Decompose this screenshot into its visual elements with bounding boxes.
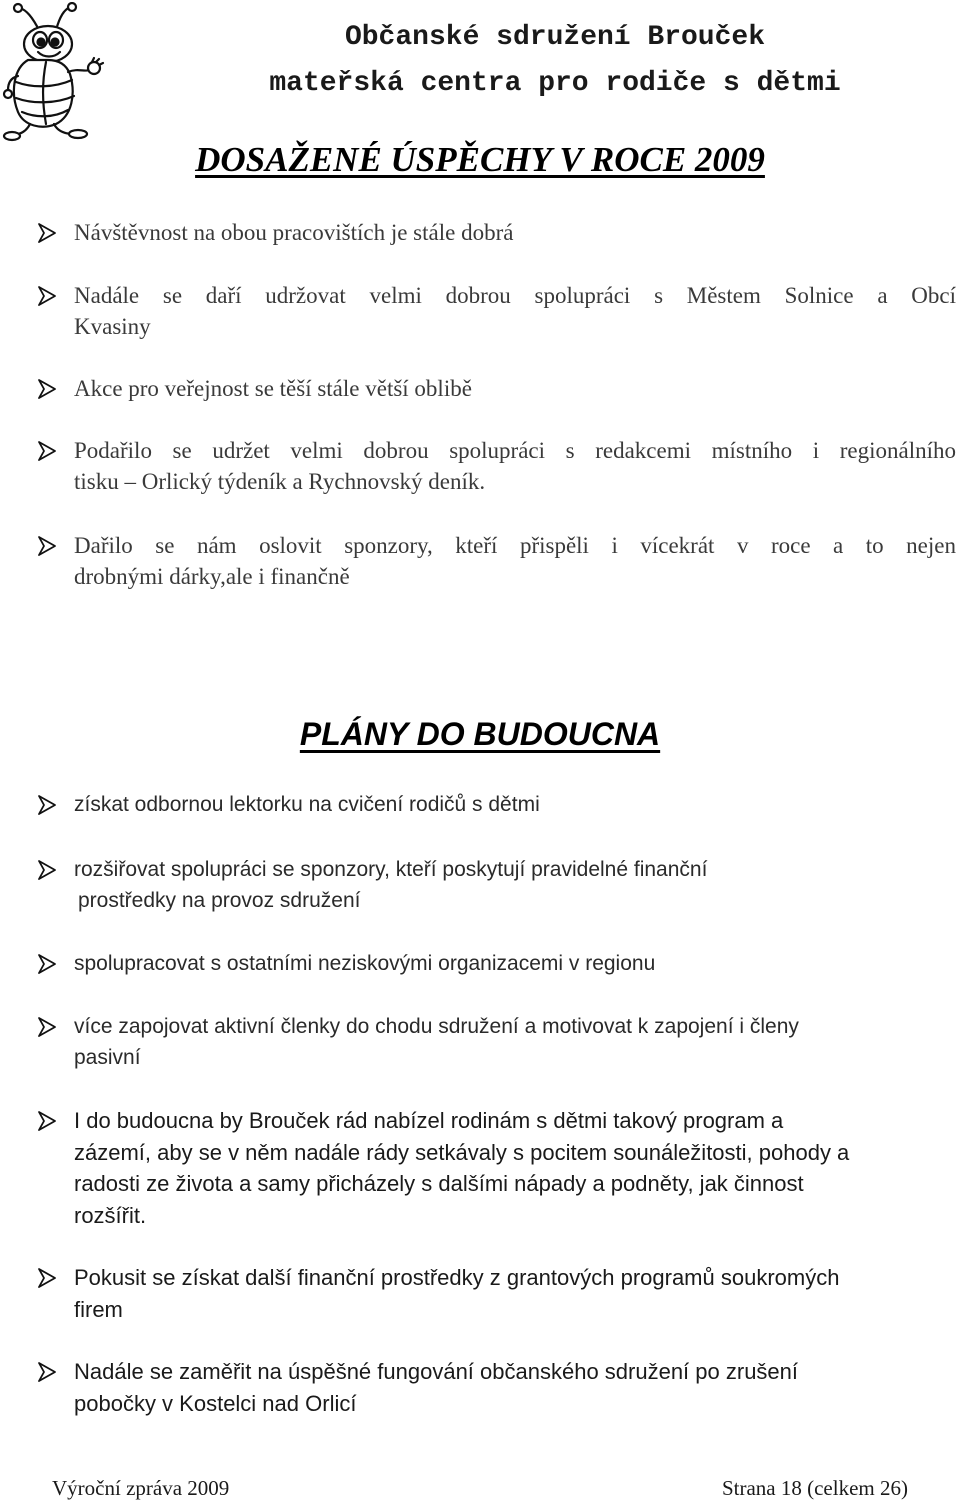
arrow-bullet-icon — [36, 440, 58, 462]
plans-title: PLÁNY DO BUDOUCNA — [299, 716, 661, 752]
footer-report-title: Výroční zpráva 2009 — [52, 1476, 230, 1500]
arrow-bullet-icon — [36, 794, 58, 816]
beetle-mascot-icon — [2, 2, 114, 142]
list-item-text: Návštěvnost na obou pracovištích je stále dobrá — [74, 220, 514, 245]
list-item-text: rozšířit. — [74, 1202, 147, 1228]
list-item-text: zázemí, aby se v něm nadále rády setkávaly s pocitem sounáležitosti, pohody a — [74, 1139, 850, 1165]
list-item-text: drobnými dárky,ale i finančně — [74, 564, 350, 589]
list-item-text: Kvasiny — [74, 314, 151, 339]
list-item-text: Akce pro veřejnost se těší stále větší oblibě — [74, 376, 472, 401]
list-item-text: tisku – Orlický týdeník a Rychnovský deník. — [74, 469, 486, 494]
list-item-text: více zapojovat aktivní členky do chodu sdružení a motivovat k zapojení i členy — [74, 1015, 799, 1038]
list-item-text: Podařilo se udržet velmi dobrou spolupráci s redakcemi místního i regionálního — [74, 438, 956, 463]
arrow-bullet-icon — [36, 1016, 58, 1038]
list-item-text: pasivní — [74, 1046, 141, 1069]
arrow-bullet-icon — [36, 222, 58, 244]
arrow-bullet-icon — [36, 285, 58, 307]
list-item-text: rozšiřovat spolupráci se sponzory, kteří poskytují pravidelné finanční — [74, 858, 708, 881]
arrow-bullet-icon — [36, 1267, 58, 1289]
list-item-text: radosti ze života a samy přicházely s dalšími nápady a podněty, jak činnost — [74, 1171, 804, 1196]
arrow-bullet-icon — [36, 378, 58, 400]
list-item-text: firem — [74, 1296, 123, 1322]
list-item-text: pobočky v Kostelci nad Orlicí — [74, 1390, 357, 1416]
list-item-text: Nadále se daří udržovat velmi dobrou spolupráci s Městem Solnice a Obcí — [74, 283, 956, 308]
list-item-text: Pokusit se získat další finanční prostředky z grantových programů soukromých — [74, 1265, 840, 1290]
arrow-bullet-icon — [36, 1361, 58, 1383]
arrow-bullet-icon — [36, 535, 58, 557]
footer-page-number: Strana 18 (celkem 26) — [721, 1476, 908, 1500]
arrow-bullet-icon — [36, 953, 58, 975]
list-item-text: získat odbornou lektorku na cvičení rodičů s dětmi — [74, 793, 540, 816]
list-item-text: I do budoucna by Brouček rád nabízel rodinám s dětmi takový program a — [74, 1108, 784, 1133]
org-name: Občanské sdružení Brouček — [344, 22, 766, 53]
arrow-bullet-icon — [36, 1110, 58, 1132]
list-item-text: Dařilo se nám oslovit sponzory, kteří přispěli i vícekrát v roce a to nejen — [74, 533, 956, 558]
org-subtitle: mateřská centra pro rodiče s dětmi — [269, 68, 841, 99]
list-item-text: prostředky na provoz sdružení — [78, 889, 361, 912]
arrow-bullet-icon — [36, 859, 58, 881]
achievements-title: DOSAŽENÉ ÚSPĚCHY V ROCE 2009 — [195, 140, 765, 179]
list-item-text: Nadále se zaměřit na úspěšné fungování občanského sdružení po zrušení — [74, 1359, 799, 1384]
list-item-text: spolupracovat s ostatními neziskovými organizacemi v regionu — [74, 952, 656, 975]
